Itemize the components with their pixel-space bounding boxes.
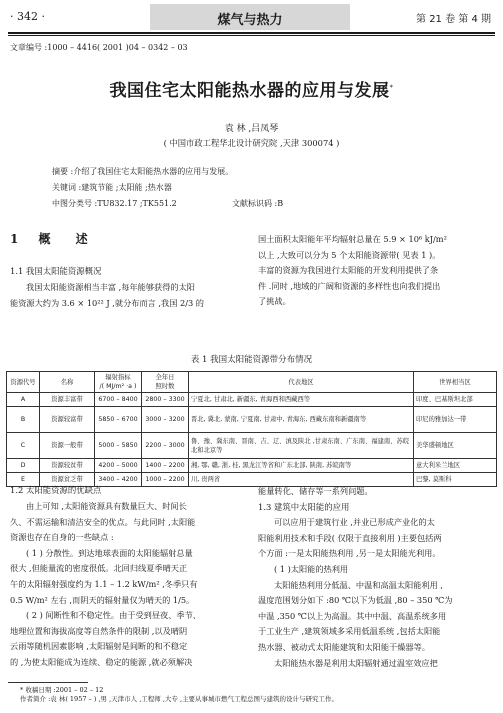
footnote-received: * 收稿日期 :2001 – 02 – 12 — [20, 686, 104, 694]
paragraph-line: 热水器、被动式太阳能建筑和太阳能干燥器等。 — [258, 641, 430, 652]
table-cell-world: 巴黎, 莫斯科 — [414, 473, 497, 487]
paragraph-line: 阳能利用技术和手段( 仅限于直接利用 )主要包括两 — [258, 532, 442, 543]
paragraph-line: 国土面积太阳能年平均辐射总量在 5.9 × 10⁶ kJ/m² — [258, 234, 447, 244]
table-cell-region: 鲁、豫、冀东南、晋南、吉、辽、滇及陕北 ,甘肃东南、广东南、福建南、苏皖北和北京等 — [189, 433, 414, 459]
table-cell-name: 资源较贫带 — [40, 459, 95, 473]
paragraph-line: 中温 ,350 ℃以上为高温。其中中温、高温系统多用 — [258, 610, 447, 621]
section-1-heading — [10, 230, 88, 247]
paragraph-line: 我国太阳能资源相当丰富 ,每年能够获得的太阳 — [26, 282, 195, 292]
table-cell-radiation: 3400 – 4200 — [95, 473, 142, 487]
table-header-world: 世界相当区 — [414, 372, 497, 393]
paragraph-line: 丰富的资源为我国进行太阳能的开发利用提供了条 — [258, 265, 439, 276]
table-cell-world: 印尼的雅加达一带 — [414, 407, 497, 433]
paragraph-line: 的 ,为使太阳能成为连续、稳定的能源 ,就必须解决 — [10, 656, 193, 667]
document-code: 文献标识码 :B — [232, 199, 284, 208]
abstract: 摘要 :介绍了我国住宅太阳能热水器的应用与发展。 — [52, 167, 234, 176]
table-header-code: 资源代号 — [7, 372, 40, 393]
paragraph-line: 了挑战。 — [258, 296, 291, 307]
table-header-hours-unit: 照时数 — [155, 383, 175, 390]
table-cell-hours: 1400 – 2200 — [142, 459, 189, 473]
paragraph-1-2 — [10, 499, 248, 671]
footnote-author: 作者简介 :袁 林( 1957 – ) ,男 ,天津市人 ,工程师 ,大专 ,主要从事城市燃气工程总图与建筑的设计与研究工作。 — [20, 695, 339, 703]
table-cell-region: 川, 贵两省 — [189, 473, 414, 487]
article-title — [0, 76, 503, 101]
table-header-hours — [142, 372, 189, 393]
table-cell-name: 资源一般带 — [40, 433, 95, 459]
table-row — [7, 407, 497, 433]
header-rule-thin — [8, 35, 495, 36]
table-caption: 表 1 我国太阳能资源带分布情况 — [190, 355, 313, 365]
subsection-1-3: 1.3 建筑中太阳能的应用 — [258, 501, 350, 512]
table-row — [7, 459, 497, 473]
paragraph-line: 云雨等随机因素影响 ,太阳辐射是间断的和不稳定 — [10, 641, 188, 652]
table-cell-radiation: 5850 – 6700 — [95, 407, 142, 433]
table-cell-name: 资源较富带 — [40, 407, 95, 433]
paragraph-line: 太阳能热利用分低温、中温和高温太阳能利用 , — [274, 579, 443, 590]
paragraph-line: 资源也存在自身的一些缺点 : — [10, 532, 114, 543]
table-cell-hours: 2800 – 3300 — [142, 393, 189, 407]
table-header-radiation-unit: /( MJ/m² ·a ) — [99, 383, 137, 390]
table-cell-region: 宁夏北, 甘肃北, 新疆东, 青海西和西藏西等 — [189, 393, 414, 407]
paragraph-line: 温度范围划分如下 :80 ℃以下为低温 ,80 – 350 ℃为 — [258, 595, 453, 606]
table-cell-hours: 3000 – 3200 — [142, 407, 189, 433]
table-cell-radiation: 6700 – 8400 — [95, 393, 142, 407]
table-header-region: 代表地区 — [189, 372, 414, 393]
table-cell-code: C — [7, 433, 40, 459]
subsection-1-2: 1.2 太阳能资源的优缺点 — [10, 485, 102, 495]
table-row — [7, 433, 497, 459]
paragraph-line: 很大 ,但能量流的密度很低。北回归线夏季晴天正 — [10, 563, 188, 574]
table-cell-world: 印度、巴基斯坦北部 — [414, 393, 497, 407]
paragraph-line: ( 1 )太阳能的热利用 — [274, 563, 349, 574]
table-cell-region: 晋北, 冀北, 蒙南, 宁夏南, 甘肃中, 青海东, 西藏东南和新疆南等 — [189, 407, 414, 433]
page-number: · 342 · — [10, 10, 45, 23]
table-cell-world: 美华盛顿地区 — [414, 433, 497, 459]
footnote — [20, 686, 490, 704]
journal-name: 煤气与热力 — [217, 13, 283, 28]
paragraph-line: ( 2 ) 间断性和不稳定性。由于受到昼夜、季节、 — [26, 610, 201, 621]
authors: 袁 林 ,吕凤琴 — [224, 124, 279, 134]
paragraph-line: 个方面 :一是太阳能热利用 ,另一是太阳能光利用。 — [258, 548, 441, 559]
issue-info: 第 21 卷 第 4 期 — [416, 14, 491, 25]
paragraph-line: 由上可知 ,太阳能资源具有数量巨大、时间长 — [26, 501, 187, 511]
right-column-bottom — [258, 484, 496, 671]
table-cell-name: 资源贫乏带 — [40, 473, 95, 487]
resource-table — [6, 371, 497, 487]
clc-number: 中图分类号 :TU832.17 ;TK551.2 — [52, 199, 177, 208]
paragraph-line: 能资源大约为 3.6 × 10²² J ,就分布而言 ,我国 2/3 的 — [10, 297, 204, 308]
paragraph-line: 地理位置和海拔高度等自然条件的限制 ,以及晴阴 — [10, 625, 188, 636]
paragraph-line: 午的太阳辐射强度约为 1.1 – 1.2 kW/m² ,冬季只有 — [10, 578, 198, 589]
affiliation: ( 中国市政工程华北设计研究院 ,天津 300074 ) — [163, 138, 340, 148]
keywords: 关键词 :建筑节能 ;太阳能 ;热水器 — [52, 183, 172, 192]
table-header-row — [7, 372, 497, 393]
table-header-name: 名称 — [40, 372, 95, 393]
right-column-top — [258, 232, 496, 310]
table-cell-region: 湘, 鄂, 赣, 浙, 桂, 黑龙江等省和广东北部, 陕南, 苏皖南等 — [189, 459, 414, 473]
article-number: 文章编号 :1000 – 4416( 2001 )04 – 0342 – 03 — [10, 43, 188, 52]
paragraph-1-1 — [10, 280, 248, 311]
paragraph-line: 于工业生产 ,建筑领域多采用低温系统 ,包括太阳能 — [258, 626, 441, 637]
table-cell-name: 资源丰富带 — [40, 393, 95, 407]
article-title-text: 我国住宅太阳能热水器的应用与发展 — [109, 81, 390, 101]
table-cell-code: D — [7, 459, 40, 473]
paragraph-line: ( 1 ) 分散性。到达地球表面的太阳能辐射总量 — [26, 547, 193, 558]
table-header-hours-label: 全年日 — [155, 374, 175, 381]
table-cell-radiation: 4200 – 5000 — [95, 459, 142, 473]
paragraph-line: 可以应用于建筑行业 ,并业已形成产业化的太 — [274, 517, 435, 528]
table-cell-hours: 2200 – 3000 — [142, 433, 189, 459]
paragraph-line: 能量转化、储存等一系列问题。 — [258, 486, 373, 496]
paragraph-line: 0.5 W/m² 左右 ,而阴天的辐射量仅为晴天的 1/5。 — [10, 594, 195, 605]
table-cell-code: B — [7, 407, 40, 433]
table-cell-hours: 1000 – 2200 — [142, 473, 189, 487]
paragraph-line: 久、不需运输和清洁安全的优点。与此同时 ,太阳能 — [10, 516, 196, 527]
table-row — [7, 393, 497, 407]
table-cell-code: E — [7, 473, 40, 487]
paragraph-line: 件 .同时 ,地域的广阔和资源的多样性也向我们提出 — [258, 280, 441, 291]
paragraph-line: 以上 ,大致可以分为 5 个太阳能资源带( 见表 1 )。 — [258, 249, 441, 260]
table-header-radiation-label: 辐射指标 — [105, 374, 131, 381]
section-1-number: 1 — [10, 232, 19, 246]
table-cell-radiation: 5000 – 5850 — [95, 433, 142, 459]
table-cell-world: 意大利米兰地区 — [414, 459, 497, 473]
paragraph-line: 太阳能热水器是利用太阳辐射通过温室效应把 — [274, 657, 438, 668]
header-rule — [8, 32, 495, 34]
subsection-1-1: 1.1 我国太阳能资源概况 — [10, 266, 102, 276]
table-cell-code: A — [7, 393, 40, 407]
title-footnote-mark: * — [389, 83, 394, 92]
section-1-title: 概 述 — [38, 232, 88, 246]
footnote-rule — [8, 682, 88, 683]
table-header-radiation — [95, 372, 142, 393]
